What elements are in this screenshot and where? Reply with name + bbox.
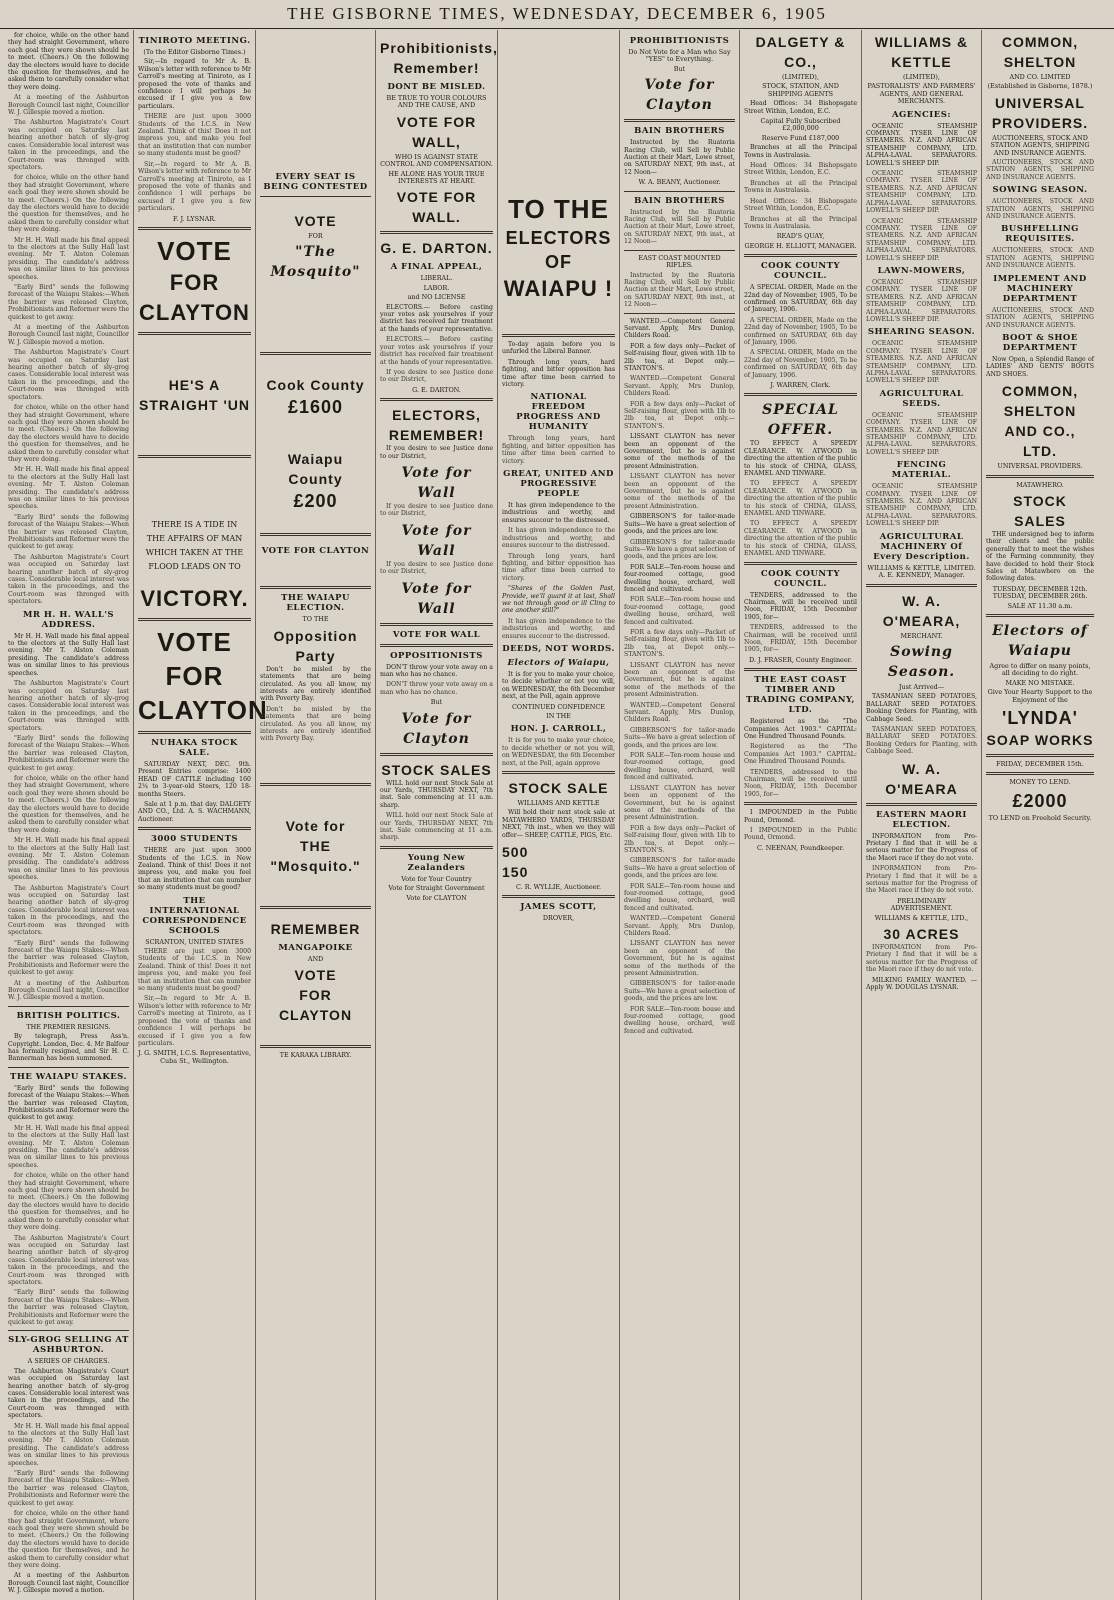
ad-text: LISSANT CLAYTON has never been an opponent of the Government, but he is against some of the methods of the present Administration. <box>624 473 735 510</box>
ad-dalgety: DALGETY & CO., <box>755 34 846 70</box>
ad-text: OCEANIC STEAMSHIP COMPANY. TYSER LINE OF STEAMERS. N.Z. AND AFRICAN STEAMSHIP COMPANY, LTD. ALPHA-LAVAL SEPARATORS. LOWELL'S SHEEP DIP. <box>866 411 977 456</box>
ad-text: I IMPOUNDED in the Public Pound, Ormond. <box>744 809 857 824</box>
ad-vote-for-wall-4: Vote for Wall <box>401 522 472 559</box>
ad-text: DON'T throw your vote away on a man who has no chance. <box>380 681 493 696</box>
ad-text: It has given independence to the industrious and worthy, and ensures succour to the distressed. <box>502 502 615 524</box>
ad-oppositionists: OPPOSITIONISTS <box>390 650 483 661</box>
ad-text: Sir,—In regard to Mr A. B. Wilson's letter with reference to Mr Carroll's meeting at Tiniroto, as I proposed the vote of thanks and confidence I will perhaps be excused if I give you a few particulars. <box>138 995 251 1047</box>
ad-text: WANTED.—Competent General Servant. Apply, Mrs Dunlop, Childers Road. <box>624 915 735 937</box>
headline: SLY-GROG SELLING AT ASHBURTON. <box>8 1335 129 1356</box>
article-text: At a meeting of the Ashburton Borough Council last night, Councillor W. J. Gillespie moved a motion. <box>8 1572 129 1595</box>
ad-prohibitionists: PROHIBITIONISTS <box>629 36 730 46</box>
ad-clayton: CLAYTON <box>139 299 250 325</box>
ad-text: If you desire to see Justice done to our District, <box>380 502 493 518</box>
ad-electors-waiapu: Electors of Waiapu, <box>507 657 610 668</box>
ad-text: TENDERS, addressed to the Chairman, will be received until Noon, FRIDAY, 15th December 1905, for— <box>744 591 857 621</box>
ad-mangapoike: MANGAPOIKE <box>278 942 353 953</box>
ad-text: GIBBERSON'S for tailor-made Suits—We have a great selection of goods, and the prices are low. <box>624 538 735 561</box>
ad-text: INFORMATION from Pro-Prietary I find that it will be a serious matter for the Progress of the Maori race if they do not vote. <box>866 832 977 862</box>
ad-mosquito: "The Mosquito" <box>270 244 361 281</box>
ad-reads-quay: READ'S QUAY, <box>776 232 825 241</box>
headline: MR H. H. WALL'S ADDRESS. <box>22 609 115 630</box>
ad-text: TENDERS, addressed to the Chairman, will be received until Noon, FRIDAY, 15th December 1905, for— <box>744 768 857 798</box>
ad-text: WHO IS AGAINST STATE CONTROL AND COMPENSATION. <box>380 152 493 169</box>
ad-text: FOR SALE—Ten-room house and four-roomed cottage, good dwelling house, orchard, well fenced and cultivated. <box>624 752 735 782</box>
ad-limited: (LIMITED), <box>903 73 940 81</box>
ad-agents: STOCK, STATION, AND SHIPPING AGENTS <box>762 82 839 98</box>
ad-implement: IMPLEMENT AND MACHINERY DEPARTMENT <box>993 273 1087 304</box>
ad-text: It is for you to make your choice, to decide whether or not you will, on WEDNESDAY, the 6th December next, at the Poll, again approve <box>502 670 615 701</box>
ad-young-nz: Young New Zealanders <box>407 852 466 873</box>
ad-text: OCEANIC STEAMSHIP COMPANY. TYSER LINE OF STEAMERS. N.Z. AND AFRICAN STEAMSHIP COMPANY, LTD. ALPHA-LAVAL SEPARATORS. LOWELL'S SHEEP DIP. <box>866 278 977 323</box>
column-6 <box>620 30 740 1600</box>
ad-confidence: CONTINUED CONFIDENCE <box>512 702 605 711</box>
ad-money: MONEY TO LEND. <box>1009 778 1071 787</box>
ad-text: GIBBERSON'S for tailor-made Suits—We have a great selection of goods, and the prices are low. <box>624 513 735 536</box>
ad-carroll: HON. J. CARROLL, <box>510 724 607 735</box>
ad-opposition: Opposition Party <box>273 627 358 664</box>
headline: COOK COUNTY COUNCIL. <box>760 261 841 282</box>
ad-agencies: AGENCIES: <box>891 109 952 120</box>
ad-liberal: LIBERAL. <box>420 274 453 283</box>
signature: J. WARREN, Clerk. <box>770 381 831 389</box>
ad-deeds: DEEDS, NOT WORDS. <box>502 643 615 654</box>
ad-bushfelling: BUSHFELLING REQUISITES. <box>1001 224 1079 245</box>
article-text: By telegraph, Press Ass'n. Copyright. London, Dec. 4. Mr Balfour has formally resigned, and Sir H. C. Bannerman has been summoned. <box>8 1033 129 1063</box>
ad-text: INFORMATION from Pro-Prietary I find that it will be a serious matter for the Progress of the Maori race if they do not vote. <box>866 944 977 974</box>
ad-vote-for-clayton: Vote for Clayton <box>401 710 472 747</box>
ad-waiapu-county: Waiapu County <box>287 451 344 488</box>
ad-agricultural-machinery: AGRICULTURAL MACHINERY Of Every Description. <box>873 531 970 562</box>
ad-vote-for-clayton: Vote for Clayton <box>644 77 715 114</box>
ad-stock-sale: STOCK SALE <box>508 780 609 797</box>
ad-universal-providers: UNIVERSAL PROVIDERS. <box>991 94 1089 131</box>
ad-vote-for-wall-3: Vote for Wall <box>401 464 472 501</box>
ad-text: Give Your Hearty Support to the Enjoyment of the <box>987 688 1093 704</box>
ad-dates: TUESDAY, DECEMBER 12th. TUESDAY, DECEMBER 26th. <box>992 584 1088 601</box>
article-text: The Ashburton Magistrate's Court was occupied on Saturday last hearing another batch of sly-grog cases. Considerable local interest was taken in the proceedings, and the Court-room was thronged with spectators. <box>8 1367 129 1420</box>
ad-for: FOR <box>169 269 220 295</box>
ad-text: LISSANT CLAYTON has never been an opponent of the Government, but he is against some of the methods of the present Administration. <box>624 784 735 822</box>
ad-darton: G. E. DARTON. <box>380 240 493 257</box>
ad-common-shelton: COMMON, SHELTON <box>1001 34 1079 70</box>
ad-vote: VOTE <box>294 213 337 229</box>
ad-text: Branches at all the Principal Towns in Australasia. <box>744 215 857 230</box>
ad-vote-for-wall-6: VOTE FOR WALL <box>392 629 481 640</box>
ad-remember: REMEMBER <box>270 920 361 937</box>
ad-text: ELECTORS.— Before casting your votes ask yourselves if your district has received fair treatment at the hands of your representative. <box>380 303 493 333</box>
article-text: The Ashburton Magistrate's Court was occupied on Saturday last hearing another batch of sly-grog cases. Considerable local interest was taken in the proceedings, and the Court-room was thronged with spectators. <box>8 1234 129 1286</box>
ad-text: Through long years, hard fighting, and bitter opposition has time after time been carried to victory. <box>502 435 615 465</box>
ad-text: HE ALONE HAS YOUR TRUE INTERESTS AT HEART. <box>388 169 485 186</box>
article-text: "Early Bird" sends the following forecast of the Waiapu Stakes:—When the barrier was released Clayton, Prohibitionists and Reformer were the quickest to get away. <box>8 284 129 321</box>
signature: C. NEENAN, Poundkeeper. <box>756 843 844 852</box>
column-9 <box>982 30 1098 1600</box>
headline: COOK COUNTY COUNCIL. <box>760 568 841 589</box>
headline: THE WAIAPU STAKES. <box>10 1071 127 1082</box>
ad-electors-waiapu: Electors of Waiapu <box>992 623 1088 659</box>
ad-text: AUCTIONEERS, STOCK AND STATION AGENTS, SHIPPING AND INSURANCE AGENTS. <box>986 198 1094 221</box>
ad-text: SATURDAY NEXT, DEC. 9th. Present Entries comprise: 1400 HEAD OF CATTLE including 160 2¼ to 3-year-old Steers, 120 18-months Steers. <box>138 760 251 798</box>
article-text: for choice, while on the other hand they had straight Government, where each goal they were shown should be to meet. (Cheers.) On the following day the electors would have to decide the question for themselves, and he asked them to carefully consider what they were doing. <box>8 1172 129 1232</box>
ad-in: IN THE <box>546 712 571 720</box>
subheadline: THE PREMIER RESIGNS. <box>26 1022 111 1031</box>
ad-text: Do Not Vote for a Man who Say "YES" to Everything. <box>628 48 731 64</box>
subheadline: TO THE <box>302 615 329 624</box>
ad-500: 500 <box>502 844 529 861</box>
ad-text: WANTED.—Competent General Servant. Apply, Mrs Dunlop, Childers Road. <box>624 317 735 340</box>
ad-text: Don't be misled by the statements that are being circulated. As you all know, my interests are entirely identified with Poverty Bay. <box>260 705 371 743</box>
ad-stock-sales: STOCK SALES <box>381 761 492 778</box>
ad-text: INFORMATION from Pro-Prietary I find that it will be a serious matter for the Progress of the Maori race if they do not vote. <box>866 865 977 895</box>
ad-clayton-2: CLAYTON <box>278 1007 353 1024</box>
ad-text: FOR a few days only—Packet of Self-raising flour, given with 1lb to 2lb tea, at Depot only.—STANTON'S. <box>624 400 735 430</box>
ad-waiapu-amount: £200 <box>293 491 338 512</box>
ad-stock-sales: STOCK SALES <box>1013 492 1067 529</box>
ad-text: A SPECIAL ORDER, Made on the 22nd day of November, 1905, To be confirmed on SATURDAY, 6th day of January, 1906. <box>744 349 857 379</box>
ad-limited: AND CO. LIMITED <box>1009 73 1071 81</box>
ad-cook-county: Cook County <box>266 377 365 394</box>
ad-text: AUCTIONEERS, STOCK AND STATION AGENTS, SHIPPING AND INSURANCE AGENTS. <box>986 159 1094 181</box>
ad-preliminary: PRELIMINARY ADVERTISEMENT. <box>890 896 953 913</box>
ad-sowing-season: SOWING SEASON. <box>992 185 1088 196</box>
ad-for-2: FOR <box>299 987 332 1004</box>
article-text: At a meeting of the Ashburton Borough Council last night, Councillor W. J. Gillespie moved a motion. <box>8 94 129 117</box>
headline: TINIROTO MEETING. <box>138 36 251 46</box>
ad-text: OCEANIC STEAMSHIP COMPANY. TYSER LINE OF STEAMERS. N.Z. AND AFRICAN STEAMSHIP COMPANY, LTD. ALPHA-LAVAL SEPARATORS. LOWELL'S SHEEP DIP. <box>866 122 977 167</box>
signature: J. G. SMITH, I.C.S. Representative, Cuba St., Wellington. <box>138 1049 251 1065</box>
ad-agricultural-seeds: AGRICULTURAL SEEDS. <box>879 388 964 409</box>
ad-bain-brothers-2: BAIN BROTHERS <box>634 195 725 206</box>
article-text: "Early Bird" sends the following forecast of the Waiapu Stakes:—When the barrier was released Clayton, Prohibitionists and Reformer were the quickest to get away. <box>8 939 129 977</box>
ad-text: Registered as the "The Companies Act 1903." CAPITAL: One Hundred Thousand Pounds. <box>744 718 857 740</box>
ad-text: Head Offices: 34 Bishopsgate Street Within, London, E.C. <box>744 162 857 177</box>
ad-waiapu: WAIAPU ! <box>503 276 614 301</box>
ad-text: TO EFFECT A SPEEDY CLEARANCE. W. ATWOOD in directing the attention of the public to his stock of CHINA, GLASS, ENAMEL AND TINWARE. <box>744 520 857 558</box>
ad-clayton-2: CLAYTON <box>138 694 268 725</box>
ad-text: Will hold their next stock sale at MATAWHERO YARDS, THURSDAY NEXT, 7th inst., when we they will offer— SHEEP, CATTLE, PIGS, Etc. <box>502 809 615 839</box>
letter-text: Sir,—In regard to Mr A. B. Wilson's letter with reference to Mr Carroll's meeting at Tiniroto, as I proposed the vote of thanks and confidence I will perhaps be excused if I give you a few particulars. <box>138 160 251 213</box>
article-text: "Early Bird" sends the following forecast of the Waiapu Stakes:—When the barrier was released Clayton, Prohibitionists and Reformer were the quickest to get away. <box>8 1084 129 1122</box>
column-8 <box>862 30 982 1600</box>
ad-just-arrived: Just Arrived— <box>898 682 945 691</box>
letter-text: Sir,—In regard to Mr A. B. Wilson's letter with reference to Mr Carroll's meeting at Tiniroto, as I proposed the vote of thanks and confidence I will perhaps be excused if I give you a few particulars. <box>138 58 251 110</box>
article-text: The Ashburton Magistrate's Court was occupied on Saturday last hearing another batch of sly-grog cases. Considerable local interest was taken in the proceedings, and the Court-room was thronged with spectators. <box>8 680 129 732</box>
article-text: "Early Bird" sends the following forecast of the Waiapu Stakes:—When the barrier was released Clayton, Prohibitionists and Reformer were the quickest to get away. <box>8 1470 129 1507</box>
ad-matawhero: MATAWHERO. <box>1016 480 1064 489</box>
ad-fencing: FENCING MATERIAL. <box>891 460 952 481</box>
ad-text: OCEANIC STEAMSHIP COMPANY. TYSER LINE OF STEAMERS. N.Z. AND AFRICAN STEAMSHIP COMPANY, LTD. ALPHA-LAVAL SEPARATORS. LOWELL'S SHEEP DIP. <box>866 483 977 528</box>
ad-text: I IMPOUNDED in the Public Pound, Ormond. <box>744 827 857 842</box>
ad-but: But <box>673 64 686 73</box>
ad-2000: £2000 <box>1012 790 1068 811</box>
masthead: THE GISBORNE TIMES, WEDNESDAY, DECEMBER 6, 1905 <box>0 0 1114 29</box>
ad-final-appeal: A FINAL APPEAL, <box>390 262 483 273</box>
ad-tide: THERE IS A TIDE IN THE AFFAIRS OF MAN WHICH TAKEN AT THE FLOOD LEADS ON TO <box>145 519 244 571</box>
article-text: "Early Bird" sends the following forecast of the Waiapu Stakes:—When the barrier was released Clayton, Prohibitionists and Reformer were the quickest to get away. <box>8 513 129 551</box>
signature: F. J. LYSNAR. <box>172 214 217 223</box>
ad-quote: "Shares of the Golden Past, Provide, we'll guard it at last, Shall we not through good or ill Cling to one another still?" <box>502 585 615 615</box>
ad-prohibitionists: Prohibitionists, Remember! <box>380 40 498 76</box>
ad-text: FOR SALE—Ten-room house and four-roomed cottage, good dwelling house, orchard, well fenced and cultivated. <box>624 882 735 912</box>
ad-text: GIBBERSON'S for tailor-made Suits—We have a great selection of goods, and the prices are low. <box>624 857 735 880</box>
ad-text: MILKING FAMILY WANTED. — Apply W. DOUGLAS LYSNAR. <box>866 976 977 992</box>
article-text: Mr H. H. Wall made his final appeal to the electors at the Sully Hall last evening. Mr T. Alston Coleman presiding. The candidate's address was on similar lines to his previous speeches. <box>8 236 129 281</box>
ad-text: Now Open, a Splendid Range of LADIES' AND GENTS' BOOTS AND SHOES. <box>986 355 1094 378</box>
article-text: Mr H. H. Wall made his final appeal to the electors at the Sully Hall last evening. Mr T. Alston Coleman presiding. The candidate's address was on similar lines to his previous speeches. <box>8 466 129 511</box>
column-3 <box>256 30 376 1600</box>
ad-dont-misled: DONT BE MISLED. <box>387 82 486 92</box>
ad-electors-remember: ELECTORS, REMEMBER! <box>388 407 485 444</box>
ad-text: It has given independence to the industrious and worthy, and ensures succour to the distressed. <box>502 617 615 640</box>
ad-text: If you desire to see Justice done to our District, <box>380 368 493 384</box>
ad-williams-kettle: WILLIAMS & KETTLE <box>874 34 969 70</box>
ad-williams-kettle-2: WILLIAMS & KETTLE, LTD., <box>874 913 969 922</box>
column-5 <box>498 30 620 1600</box>
article-text: The Ashburton Magistrate's Court was occupied on Saturday last hearing another batch of sly-grog cases. Considerable local interest was taken in the proceedings, and the Court-room was thronged with spectators. <box>8 884 129 937</box>
subheadline: SCRANTON, UNITED STATES <box>145 937 244 946</box>
ad-omeara: W. A. O'MEARA, <box>882 592 961 629</box>
signature: D. J. FRASER, County Engineer. <box>748 655 853 664</box>
ad-text: Through long years, hard fighting, and bitter opposition has time after time been carried to victory. <box>502 358 615 389</box>
ad-vote-for-clayton: VOTE FOR CLAYTON <box>261 546 370 557</box>
ad-text: A SPECIAL ORDER, Made on the 22nd day of November, 1905, To be confirmed on SATURDAY, 6th day of January, 1906. <box>744 316 857 346</box>
ad-text: AUCTIONEERS, STOCK AND STATION AGENTS, SHIPPING AND INSURANCE AGENTS. <box>986 306 1094 329</box>
ad-electors-of: ELECTORS OF <box>505 228 612 272</box>
ad-text: Don't be misled by the statements that are being circulated. As you all know, my interests are entirely identified with Poverty Bay. <box>260 665 371 703</box>
ad-text: GIBBERSON'S for tailor-made Suits—We have a great selection of goods, and the prices are low. <box>624 980 735 1003</box>
article-text: Mr H. H. Wall made his final appeal to the electors at the Sully Hall last evening. Mr T. Alston Coleman presiding. The candidate's address was on similar lines to his previous speeches. <box>8 1422 129 1467</box>
ad-text: Through long years, hard fighting, and bitter opposition has time after time been carried to victory. <box>502 552 615 582</box>
ad-vote-for-wall-2: VOTE FOR WALL. <box>396 189 477 226</box>
signature: C. R. WYLLIE, Auctioneer. <box>516 883 601 892</box>
article-text: for choice, while on the other hand they had straight Government, where each goal they were shown should be to meet. (Cheers.) On the following day the electors would have to decide the question for themselves, and he asked them to carefully consider what they were doing. <box>8 1510 129 1569</box>
headline: 3000 STUDENTS <box>150 834 239 845</box>
ad-text: AUCTIONEERS, STOCK AND STATION AGENTS, SHIPPING AND INSURANCE AGENTS. <box>986 247 1094 270</box>
ad-vote-2: VOTE <box>294 967 337 984</box>
ad-to-the: TO THE <box>508 194 609 224</box>
ad-the-mosquito: THE "Mosquito." <box>270 837 361 874</box>
ad-shearing: SHEARING SEASON. <box>867 327 976 338</box>
article-text: The Ashburton Magistrate's Court was occupied on Saturday last hearing another batch of sly-grog cases. Considerable local interest was taken in the proceedings, and the Court-room was thronged with spectators. <box>8 553 129 606</box>
ad-rifles: EAST COAST MOUNTED RIFLES. <box>638 253 721 270</box>
headline: TE KARAKA LIBRARY. <box>279 1051 352 1060</box>
ad-text: LISSANT CLAYTON has never been an opponent of the Government, but he is against some of the methods of the present Administration. <box>624 661 735 699</box>
article-text: for choice, while on the other hand they had straight Government, where each goal they were shown should be to meet. (Cheers.) On the following day the electors would have to decide the question for themselves, and he asked them to carefully consider what they were doing. <box>8 404 129 463</box>
ad-text: It is for you to make your choice, to decide whether or not you will, on WEDNESDAY, the 6th December next, at the Poll, again approve <box>502 737 615 767</box>
ad-for: FOR <box>308 232 323 240</box>
ad-text: Agree to differ on many points, all deciding to do right. <box>989 662 1091 678</box>
ad-text: WILL hold our next Stock Sale at our Yards, THURSDAY NEXT, 7th inst. Sale commencing at 11 a.m. sharp. <box>380 779 493 809</box>
signature: W. A. BEANY, Auctioneer. <box>638 178 721 187</box>
columns <box>4 30 1110 1595</box>
ad-reserve: Reserve Fund £187,000 <box>761 133 840 142</box>
ad-30-acres: 30 ACRES <box>883 926 960 943</box>
ad-text: Instructed by the Ruatoria Racing Club, will Sell by Public Auction at their Mart, Lowe street, on SATURDAY NEXT, 9th inst., at 12 Noon— <box>624 208 735 246</box>
ad-vote-for-wall-5: Vote for Wall <box>401 580 472 617</box>
ad-text: OCEANIC STEAMSHIP COMPANY. TYSER LINE OF STEAMERS. N.Z. AND AFRICAN STEAMSHIP COMPANY, LTD. ALPHA-LAVAL SEPARATORS. LOWELL'S SHEEP DIP. <box>866 170 977 215</box>
ad-text: LISSANT CLAYTON has never been an opponent of the Government, but he is against some of the methods of the present Administration. <box>624 433 735 470</box>
ad-text: DON'T throw your vote away on a man who has no chance. <box>380 663 493 678</box>
ad-text: Vote for CLAYTON <box>406 893 467 902</box>
ad-text: Branches at all the Principal Towns in Australasia. <box>744 179 857 195</box>
ad-text: LISSANT CLAYTON has never been an opponent of the Government, but he is against some of the methods of the present Administration. <box>624 940 735 978</box>
letter-text: THERE are just upon 3000 Students of the I.C.S. in New Zealand. Think of this! Does it not impress you, and make you feel that an institution that can number so many students must be good? <box>138 113 251 158</box>
headline: THE INTERNATIONAL CORRESPONDENCE SCHOOLS <box>142 895 247 936</box>
ad-text: FOR SALE—Ten-room house and four-roomed cottage, good dwelling house, orchard, well fenced and cultivated. <box>624 563 735 593</box>
headline: THE EAST COAST TIMBER AND TRADING COMPANY, LTD. <box>746 675 855 716</box>
article-text: for choice, while on the other hand they had straight Government, where each goal they were shown should be to meet. (Cheers.) On the following day the electors would have to decide the question for themselves, and he asked them to carefully consider what they were doing. <box>8 774 129 834</box>
ad-drover: DROVER, <box>542 914 575 923</box>
ad-lawn-mowers: LAWN-MOWERS, <box>877 265 966 276</box>
ad-text: Vote for Your Country <box>401 874 472 883</box>
article-text: for choice, while on the other hand they had straight Government, where each goal they were shown should be to meet. (Cheers.) On the following day the electors would have to decide the question for themselves, and he asked them to carefully consider what they were doing. <box>8 174 129 234</box>
ad-every-seat: EVERY SEAT IS BEING CONTESTED <box>263 172 368 192</box>
ad-text: OCEANIC STEAMSHIP COMPANY. TYSER LINE OF STEAMERS. N.Z. AND AFRICAN STEAMSHIP COMPANY, LTD. ALPHA-LAVAL SEPARATORS. LOWELL'S SHEEP DIP. <box>866 217 977 262</box>
ad-text: Registered as the "The Companies Act 1903." CAPITAL: One Hundred Thousand Pounds. <box>744 743 857 766</box>
ad-boot-shoe: BOOT & SHOE DEPARTMENT <box>1002 332 1078 353</box>
ad-text: FOR SALE—Ten-room house and four-roomed cottage, good dwelling house, orchard, well fenced and cultivated. <box>624 596 735 626</box>
signature: GEORGE H. ELLIOTT, MANAGER. <box>744 241 857 250</box>
ad-text: TO EFFECT A SPEEDY CLEARANCE. W. ATWOOD in directing the attention of the public to his stock of CHINA, GLASS, ENAMEL AND TINWARE. <box>744 480 857 518</box>
ad-text: TO EFFECT A SPEEDY CLEARANCE. W. ATWOOD in directing the attention of the public to his stock of CHINA, GLASS, ENAMEL AND TINWARE. <box>744 440 857 478</box>
ad-merchant: MERCHANT. <box>900 631 943 640</box>
article-text: At a meeting of the Ashburton Borough Council last night, Councillor W. J. Gillespie moved a motion. <box>8 979 129 1002</box>
article-text: "Early Bird" sends the following forecast of the Waiapu Stakes:—When the barrier was released Clayton, Prohibitionists and Reformer were the quickest to get away. <box>8 734 129 772</box>
headline: NUHAKA STOCK SALE. <box>151 737 238 758</box>
ad-vote-for-wall: VOTE FOR WALL, <box>396 113 477 150</box>
headline: EASTERN MAORI ELECTION. <box>876 809 967 830</box>
ad-limited: (LIMITED), <box>782 73 819 81</box>
article-text: for choice, while on the other hand they had straight Government, where each goal they were shown should be to meet. (Cheers.) On the following day the electors would have to decide the question for themselves, and he asked them to carefully consider what they were doing. <box>8 32 129 91</box>
subheadline: (To the Editor Gisborne Times.) <box>143 48 246 56</box>
ad-labor: LABOR. <box>423 283 450 292</box>
ad-established: (Established in Gisborne, 1878.) <box>987 82 1093 91</box>
ad-williams: WILLIAMS AND KETTLE <box>517 799 600 808</box>
column-4 <box>376 30 498 1600</box>
article-text: Mr H. H. Wall made his final appeal to the electors at the Sully Hall last evening. Mr T. Alston Coleman presiding. The candidate's address was on similar lines to his previous speeches. <box>8 837 129 882</box>
ad-text: Branches at all the Principal Towns in Australasia. <box>744 144 857 159</box>
ad-sale-time: SALE AT 11.30 a.m. <box>1007 601 1073 610</box>
ad-no-license: and NO LICENSE <box>407 293 466 302</box>
article-text: At a meeting of the Ashburton Borough Council last night, Councillor W. J. Gillespie moved a motion. <box>8 324 129 346</box>
ad-text: PASTORALISTS' AND FARMERS' AGENTS, AND GENERAL MERCHANTS. <box>867 82 976 106</box>
ad-capital: Capital Fully Subscribed £2,000,000 <box>760 117 841 133</box>
ad-vote: VOTE <box>157 235 232 266</box>
article-text: The Ashburton Magistrate's Court was occupied on Saturday last hearing another batch of sly-grog cases. Considerable local interest was taken in the proceedings, and the Court-room was thronged with spectators. <box>8 349 129 401</box>
ad-special-offer: SPECIAL OFFER. <box>762 402 839 439</box>
signature: WILLIAMS & KETTLE, LIMITED. A. E. KENNEDY, Manager. <box>867 563 976 580</box>
ad-james-scott: JAMES SCOTT, <box>520 902 597 913</box>
ad-text: WANTED.—Competent General Servant. Apply, Mrs Dunlop, Childers Road. <box>624 701 735 724</box>
ad-common-shelton-2: COMMON, SHELTON AND CO., LTD. <box>1001 383 1079 460</box>
ad-omeara-2: W. A. O'MEARA <box>885 760 958 797</box>
headline: THE WAIAPU ELECTION. <box>281 593 350 614</box>
ad-text: Vote for Straight Government <box>388 884 485 893</box>
ad-text: TASMANIAN SEED POTATOES, BALLARAT SEED POTATOES. Booking Orders for Planting, with Cabbage Seed. <box>866 693 977 723</box>
ad-straight-un: HE'S A STRAIGHT 'UN <box>139 376 250 413</box>
ad-lynda: 'LYNDA' <box>1002 708 1078 729</box>
ad-text: OCEANIC STEAMSHIP COMPANY. TYSER LINE OF STEAMERS. N.Z. AND AFRICAN STEAMSHIP COMPANY, LTD. ALPHA-LAVAL SEPARATORS. LOWELL'S SHEEP DIP. <box>866 340 977 385</box>
subheadline: A SERIES OF CHARGES. <box>27 1357 110 1366</box>
ad-text: TENDERS, addressed to the Chairman, will be received until Noon, FRIDAY, 15th December 1905, for— <box>744 624 857 654</box>
ad-text: ELECTORS.— Before casting your votes ask yourselves if your district has received fair treatment at the hands of your representative. <box>380 336 493 366</box>
ad-text: THERE are just upon 3000 Students of the I.C.S. in New Zealand. Think of this! Does it not impress you, and make you feel that an institution that can number so many students must be good? <box>138 847 251 892</box>
ad-text: GIBBERSON'S for tailor-made Suits—We have a great selection of goods, and the prices are low. <box>624 726 735 749</box>
ad-text: FOR SALE—Ten-room house and four-roomed cottage, good dwelling house, orchard, well fenced and cultivated. <box>624 1005 735 1035</box>
ad-text: A SPECIAL ORDER, Made on the 22nd day of November, 1905, To be confirmed on SATURDAY, 6th day of January, 1906. <box>744 284 857 314</box>
ad-text: AUCTIONEERS, STOCK AND STATION AGENTS, SHIPPING AND INSURANCE AGENTS. <box>990 133 1090 157</box>
ad-text: WILL hold our next Stock Sale at our Yards, THURSDAY NEXT, 7th inst. Sale commencing at 11 a.m. sharp. <box>380 812 493 842</box>
ad-date: FRIDAY, DECEMBER 15th. <box>996 760 1084 769</box>
ad-no-mistake: MAKE NO MISTAKE. <box>1005 678 1075 687</box>
ad-text: Instructed by the Ruatoria Racing Club, will Sell by Public Auction at their Mart, Lowe street, on SATURDAY NEXT, 9th inst., at 12 Noon— <box>624 271 735 309</box>
headline: BRITISH POLITICS. <box>16 1010 121 1021</box>
ad-text: THE undersigned beg to inform their clients and the public generally that to meet the wishes of the Farming community, they have decided to hold their Stock Sales at Matawhero on the following dates. <box>986 530 1094 583</box>
ad-text: If you desire to see Justice done to our District, <box>380 445 493 460</box>
ad-text: THERE are just upon 3000 Students of the I.C.S. in New Zealand. Think of this! Does it not impress you, and make you feel that an institution that can number so many students must be good? <box>138 948 251 993</box>
ad-text: Head Offices: 34 Bishopsgate Street Within, London, E.C. <box>744 100 857 115</box>
article-text: Mr H. H. Wall made his final appeal to the electors at the Sully Hall last evening. Mr T. Alston Coleman presiding. The candidate's address was on similar lines to his previous speeches. <box>8 632 129 677</box>
ad-vote-2: VOTE <box>157 626 232 657</box>
column-7 <box>740 30 862 1600</box>
article-text: Mr H. H. Wall made his final appeal to the electors at the Sully Hall last evening. Mr T. Alston Coleman presiding. The candidate's address was on similar lines to his previous speeches. <box>8 1124 129 1169</box>
ad-bain-brothers: BAIN BROTHERS <box>634 126 725 137</box>
ad-text: WANTED.—Competent General Servant. Apply, Mrs Dunlop, Childers Road. <box>624 375 735 398</box>
ad-for-2: FOR <box>165 660 224 691</box>
article-text: "Early Bird" sends the following forecast of the Waiapu Stakes:—When the barrier was released Clayton, Prohibitionists and Reformer were the quickest to get away. <box>8 1289 129 1326</box>
ad-vote-for: Vote for <box>285 817 346 834</box>
column-1 <box>4 30 134 1600</box>
ad-text: Head Offices: 34 Bishopsgate Street Within, London, E.C. <box>744 197 857 213</box>
ad-150: 150 <box>502 864 529 881</box>
ad-text: TASMANIAN SEED POTATOES, BALLARAT SEED POTATOES. Booking Orders for Planting, with Cabbage Seed. <box>866 725 977 756</box>
ad-text: Instructed by the Ruatoria Racing Club, will Sell by Public Auction at their Mart, Lowe street, on SATURDAY NEXT, 9th inst., at 12 Noon— <box>624 139 735 176</box>
ad-sowing-season: Sowing Season. <box>887 643 956 680</box>
ad-text: To-day again before you is unfurled the Liberal Banner. <box>502 341 615 356</box>
ad-text: FOR a few days only—Packet of Self-raising flour, given with 1lb to 2lb tea, at Depot only.—STANTON'S. <box>624 824 735 854</box>
ad-text: It has given independence to the industrious and worthy, and ensures succour to the distressed. <box>502 527 615 550</box>
ad-text: If you desire to see Justice done to our District, <box>380 560 493 576</box>
ad-text: TO LEND on Freehold Security. <box>988 813 1092 822</box>
ad-and: AND <box>307 954 324 963</box>
column-2 <box>134 30 268 1600</box>
ad-universal-2: UNIVERSAL PROVIDERS. <box>997 462 1083 471</box>
ad-text: Sale at 1 p.m. that day. DALGETY AND CO., Ltd. A. S. WACHMANN, Auctioneer. <box>138 800 251 823</box>
ad-text: BE TRUE TO YOUR COLOURS AND THE CAUSE, AND <box>386 94 487 110</box>
ad-great-united: GREAT, UNITED AND PROGRESSIVE PEOPLE <box>503 469 614 500</box>
article-text: The Ashburton Magistrate's Court was occupied on Saturday last hearing another batch of sly-grog cases. Considerable local interest was taken in the proceedings, and the Court-room was thronged with spectators. <box>8 119 129 171</box>
signature: G. E. DARTON. <box>412 385 461 394</box>
ad-but: But <box>430 698 443 707</box>
ad-text: FOR a few days only—Packet of Self-raising flour, given with 1lb to 2lb tea, at Depot only.—STANTON'S. <box>624 628 735 659</box>
ad-victory: VICTORY. <box>140 585 249 611</box>
ad-national: NATIONAL FREEDOM PROGRESS AND HUMANITY <box>516 392 601 433</box>
ad-cook-amount: £1600 <box>287 397 344 418</box>
ad-text: FOR a few days only—Packet of Self-raising flour, given with 1lb to 2lb tea, at Depot only.—STANTON'S. <box>624 342 735 372</box>
ad-soap-works: SOAP WORKS <box>986 732 1094 749</box>
